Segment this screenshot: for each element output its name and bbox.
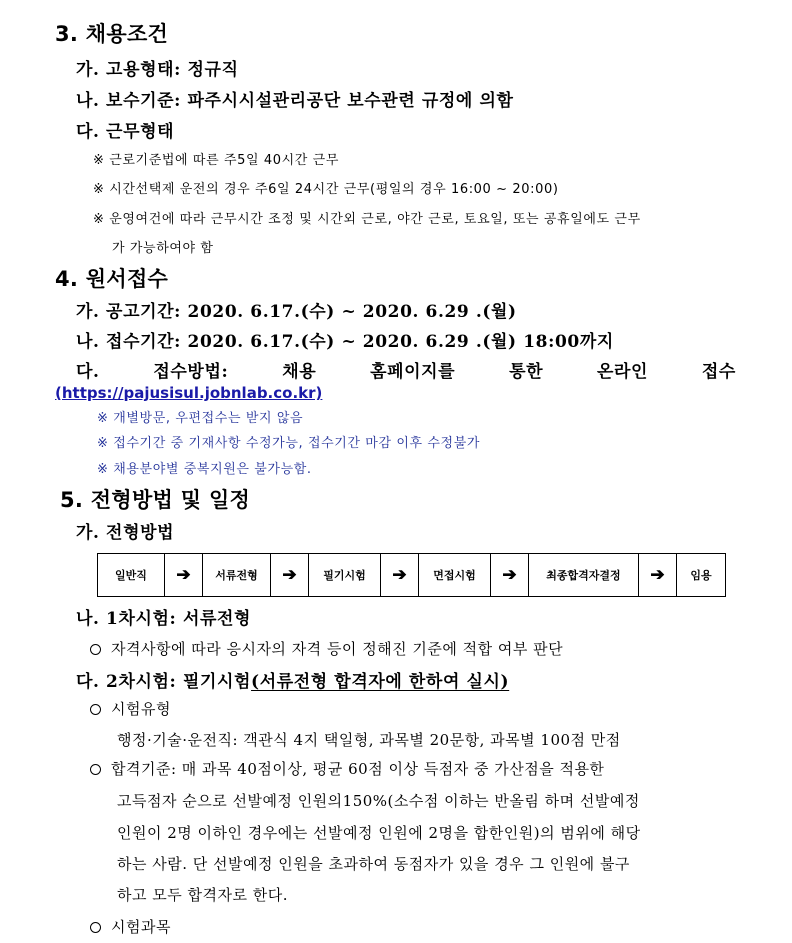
second-exam-title: 다. 2차시험: 필기시험: [76, 672, 252, 692]
pass-criteria-line-1: 합격기준: 매 과목 40점이상, 평균 60점 이상 득점자 중 가산점을 적용한: [111, 760, 605, 778]
pass-criteria-item: [90, 758, 604, 779]
work-note-3: ※ 운영여건에 따라 근무시간 조정 및 시간외 근로, 야간 근로, 토요일, 또는 공휴일에도 근무: [93, 212, 641, 227]
exam-type-label: 시험유형: [111, 700, 171, 718]
flow-step: 일반직: [97, 554, 165, 596]
pass-criteria-line-4: 하는 사람. 단 선발예정 인원을 초과하여 동점자가 있을 경우 그 인원에 불구: [117, 855, 630, 873]
flow-step: 필기시험: [309, 554, 381, 596]
exam-subjects-label: 시험과목: [111, 918, 171, 936]
arrow-right-icon: ➔: [165, 554, 203, 596]
selection-flow: [97, 553, 726, 597]
application-note-3: ※ 채용분야별 중복지원은 불가능함.: [97, 462, 312, 477]
arrow-right-icon: ➔: [639, 554, 677, 596]
circle-bullet-icon: [90, 644, 101, 655]
arrow-right-icon: ➔: [271, 554, 309, 596]
circle-bullet-icon: [90, 704, 101, 715]
second-exam-condition: (서류전형 합격자에 한하여 실시): [251, 672, 510, 692]
exam-type-detail: 행정·기술·운전직: 객관식 4지 택일형, 과목별 20문항, 과목별 100점 만점: [117, 731, 621, 749]
method-word: 다.: [76, 362, 100, 382]
method-word: 접수방법:: [153, 362, 229, 382]
application-method: [76, 357, 736, 382]
method-word: 접수: [701, 362, 736, 382]
selection-method-heading: 가. 전형방법: [76, 523, 175, 543]
first-exam-heading: 나. 1차시험: 서류전형: [76, 609, 252, 629]
pass-criteria-line-5: 하고 모두 합격자로 한다.: [117, 886, 288, 904]
pay-standard: 나. 보수기준: 파주시시설관리공단 보수관련 규정에 의함: [76, 91, 514, 111]
section-4-heading: 4. 원서접수: [55, 267, 169, 291]
work-note-1: ※ 근로기준법에 따른 주5일 40시간 근무: [93, 153, 339, 168]
flow-step: 서류전형: [203, 554, 271, 596]
section-3-heading: 3. 채용조건: [55, 22, 169, 46]
circle-bullet-icon: [90, 764, 101, 775]
method-word: 온라인: [596, 362, 649, 382]
pass-criteria-line-2: 고득점자 순으로 선발예정 인원의150%(소수점 이하는 반올림 하며 선발예정: [117, 792, 640, 810]
exam-subjects-item: [90, 916, 171, 937]
exam-type-item: [90, 698, 171, 719]
notice-period: 가. 공고기간: 2020. 6.17.(수) ~ 2020. 6.29 .(월): [76, 302, 517, 322]
work-type-heading: 다. 근무형태: [76, 122, 175, 142]
circle-bullet-icon: [90, 922, 101, 933]
method-word: 통한: [509, 362, 544, 382]
arrow-right-icon: ➔: [491, 554, 529, 596]
application-note-1: ※ 개별방문, 우편접수는 받지 않음: [97, 411, 304, 426]
second-exam-heading: [76, 667, 509, 692]
application-site-link[interactable]: (https://pajusisul.jobnlab.co.kr): [55, 384, 323, 402]
method-word: 홈페이지를: [370, 362, 456, 382]
first-exam-text: 자격사항에 따라 응시자의 자격 등이 정해진 기준에 적합 여부 판단: [111, 640, 564, 658]
application-note-2: ※ 접수기간 중 기재사항 수정가능, 접수기간 마감 이후 수정불가: [97, 436, 481, 451]
method-word: 채용: [282, 362, 317, 382]
employment-type: 가. 고용형태: 정규직: [76, 60, 239, 80]
first-exam-item: [90, 638, 563, 659]
flow-step: 최종합격자결정: [529, 554, 639, 596]
application-period: 나. 접수기간: 2020. 6.17.(수) ~ 2020. 6.29 .(월) 18:00까지: [76, 332, 614, 352]
pass-criteria-line-3: 인원이 2명 이하인 경우에는 선발예정 인원에 2명을 합한인원)의 범위에 해당: [117, 824, 641, 842]
work-note-2: ※ 시간선택제 운전의 경우 주6일 24시간 근무(평일의 경우 16:00 ~ 20:00): [93, 182, 559, 197]
arrow-right-icon: ➔: [381, 554, 419, 596]
flow-step: 임용: [677, 554, 726, 596]
work-note-3-cont: 가 가능하여야 함: [112, 241, 214, 256]
section-5-heading: 5. 전형방법 및 일정: [60, 488, 251, 512]
flow-step: 면접시험: [419, 554, 491, 596]
